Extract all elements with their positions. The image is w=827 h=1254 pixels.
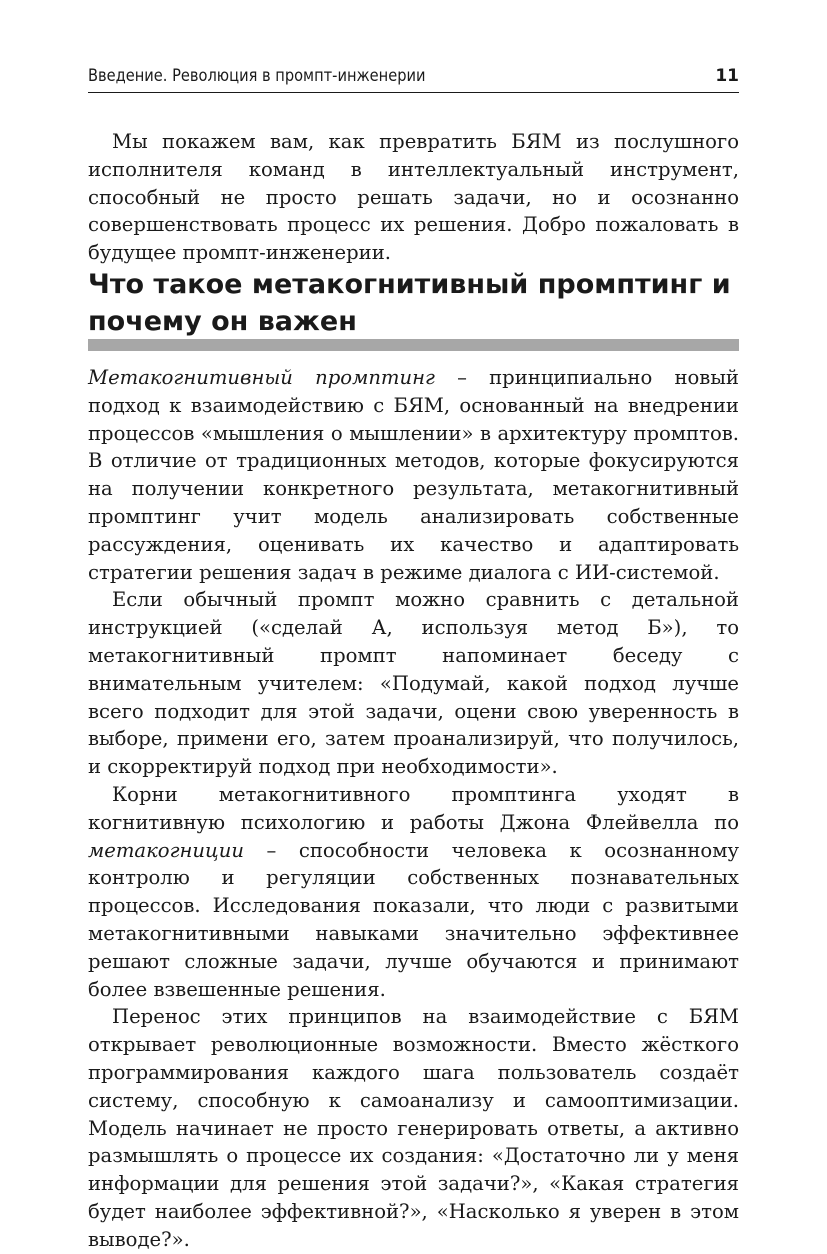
- term-metacognitive-prompting: Метакогнитивный промптинг: [88, 366, 435, 389]
- paragraph-comparison: Если обычный промпт можно сравнить с детальной инструкцией («сделай А, используя метод Б»), то метакогнитивный промпт напоминает беседу с внимательным учителем: «Подумай, какой подход лучше всего подходит для этой задачи, оцени свою уверенность в выборе, примени его, затем проанализируй, что получилось, и скорректируй подход при необходимости».: [88, 588, 739, 779]
- section-heading: Что такое метакогнитивный промптинг и почему он важен: [88, 269, 731, 337]
- paragraph-origins: [88, 781, 739, 1003]
- chapter-title: Введение. Революция в промпт-инженерии: [88, 66, 426, 86]
- heading-rule: [88, 339, 739, 351]
- paragraph-text: – способности человека к осознанному контролю и регуляции собственных познавательных процессов. Исследования показали, что люди с развитыми метакогнитивными навыками значительно эффективнее решают сложные задачи, лучше обучаются и принимают более взвешенные решения.: [88, 838, 739, 1001]
- paragraph-definition: [88, 364, 739, 586]
- intro-paragraph: Мы покажем вам, как превратить БЯМ из послушного исполнителя команд в интеллектуальный инструмент, способный не просто решать задачи, но и осознанно совершенствовать процесс их решения. Добро пожаловать в будущее промпт-инженерии.: [88, 130, 739, 265]
- running-header: [88, 66, 739, 93]
- paragraph-application: Перенос этих принципов на взаимодействие с БЯМ открывает революционные возможности. Вместо жёсткого программирования каждого шага пользователь создаёт систему, способную к самоанализу и самооптимизации. Модель начинает не просто генерировать ответы, а активно размышлять о процессе их создания: «Достаточно ли у меня информации для решения этой задачи?», «Какая стратегия будет наиболее эффективной?», «Насколько я уверен в этом выводе?».: [88, 1005, 739, 1251]
- section-body: [88, 364, 739, 1254]
- paragraph-text: Корни метакогнитивного промптинга уходят в когнитивную психологию и работы Джона Флейвелла по: [88, 782, 739, 834]
- paragraph-text: – принципиально новый подход к взаимодействию с БЯМ, основанный на внедрении процессов «мышления о мышлении» в архитектуру промптов. В отличие от традиционных методов, которые фокусируются на получении конкретного результата, метакогнитивный промптинг учит модель анализировать собственные рассуждения, оценивать их качество и адаптировать стратегии решения задач в режиме диалога с ИИ-системой.: [88, 366, 739, 584]
- page-number: 11: [715, 66, 739, 86]
- term-metacognition: метакогниции: [88, 838, 244, 862]
